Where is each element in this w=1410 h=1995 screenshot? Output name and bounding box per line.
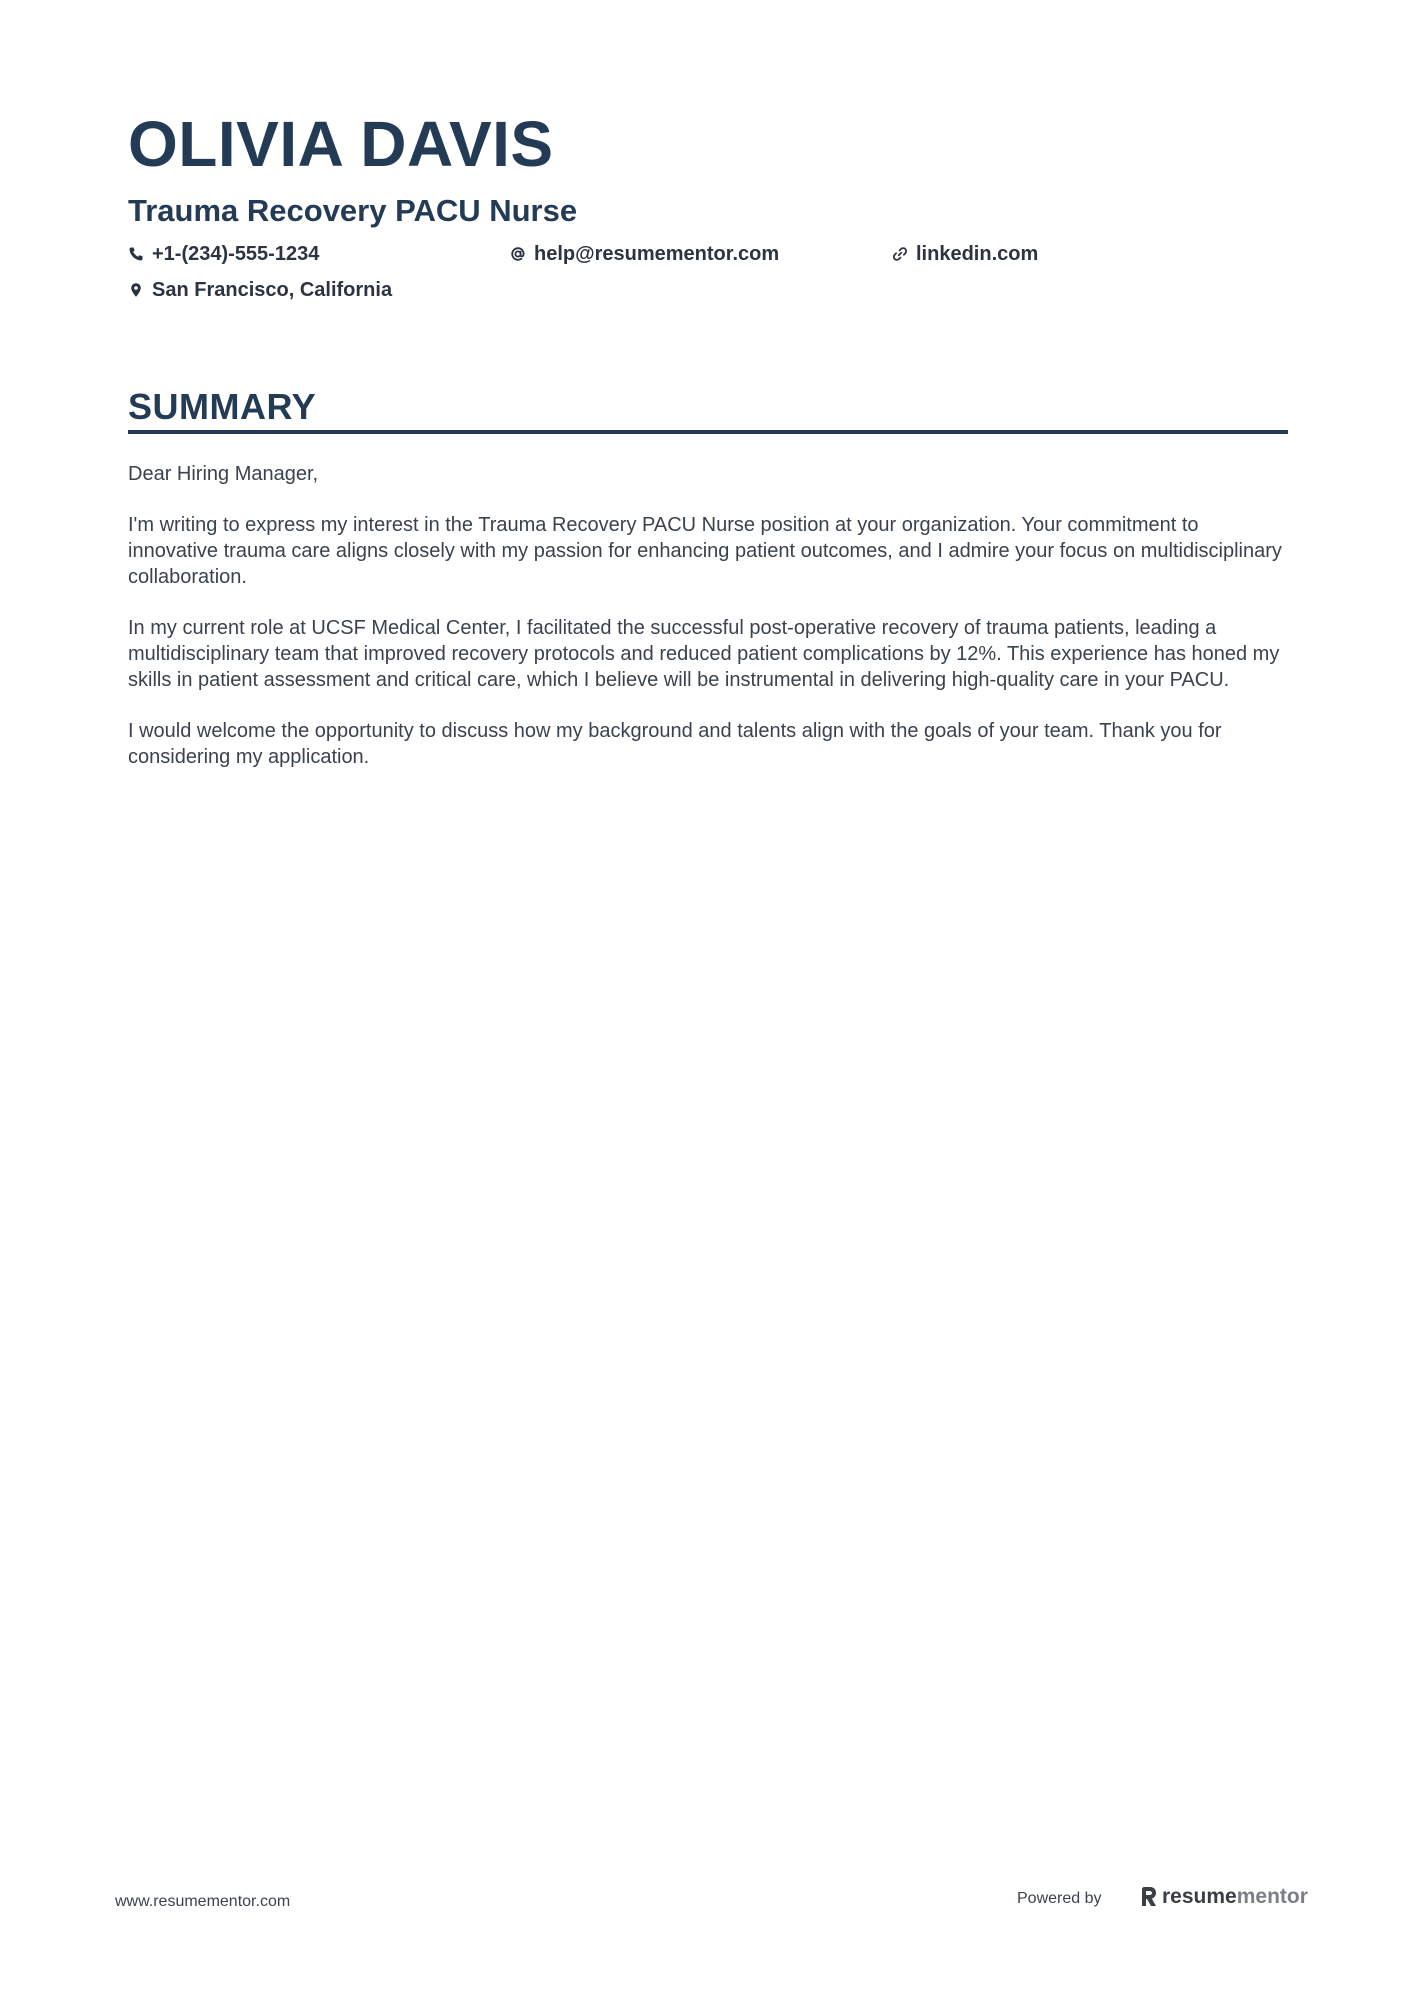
letter-body <box>128 462 1288 796</box>
contact-location <box>128 278 392 302</box>
greeting: Dear Hiring Manager, <box>128 463 319 485</box>
summary-heading: SUMMARY <box>128 386 317 427</box>
at-icon <box>510 246 526 262</box>
footer-url[interactable]: www.resumementor.com <box>115 1893 291 1910</box>
logo-text-mentor: mentor <box>1236 1885 1308 1908</box>
contact-link <box>892 242 1038 266</box>
email-address: help@resumementor.com <box>534 243 780 265</box>
candidate-name: OLIVIA DAVIS <box>128 108 554 180</box>
link-icon <box>892 246 908 262</box>
phone-number: +1-(234)-555-1234 <box>152 243 320 265</box>
resumementor-logo[interactable] <box>1140 1885 1308 1909</box>
letter-paragraph: I would welcome the opportunity to discuss how my background and talents align with the goals of your team. Thank you for considering my application. <box>128 719 1222 768</box>
letter-paragraph: I'm writing to express my interest in the Trauma Recovery PACU Nurse position at your organization. Your commitment to innovative trauma care aligns closely with my passion for enhancing patient outcomes, and I admire your focus on multidisciplinary collaboration. <box>128 514 1282 588</box>
linkedin-link: linkedin.com <box>916 243 1039 265</box>
phone-icon <box>128 246 144 262</box>
location-text: San Francisco, California <box>152 279 393 301</box>
logo-text-resume: resume <box>1162 1885 1237 1908</box>
contact-email <box>510 242 779 266</box>
location-pin-icon <box>128 282 144 298</box>
section-divider <box>128 430 1288 434</box>
powered-by-label: Powered by <box>1017 1890 1102 1907</box>
job-title: Trauma Recovery PACU Nurse <box>128 193 578 228</box>
resumementor-logo-icon <box>1140 1886 1158 1908</box>
letter-paragraph: In my current role at UCSF Medical Center, I facilitated the successful post-operative recovery of trauma patients, leading a multidisciplinary team that improved recovery protocols and reduced patient complications by 12%. This experience has honed my skills in patient assessment and critical care, which I believe will be instrumental in delivering high-quality care in your PACU. <box>128 617 1280 691</box>
contact-phone <box>128 242 319 266</box>
